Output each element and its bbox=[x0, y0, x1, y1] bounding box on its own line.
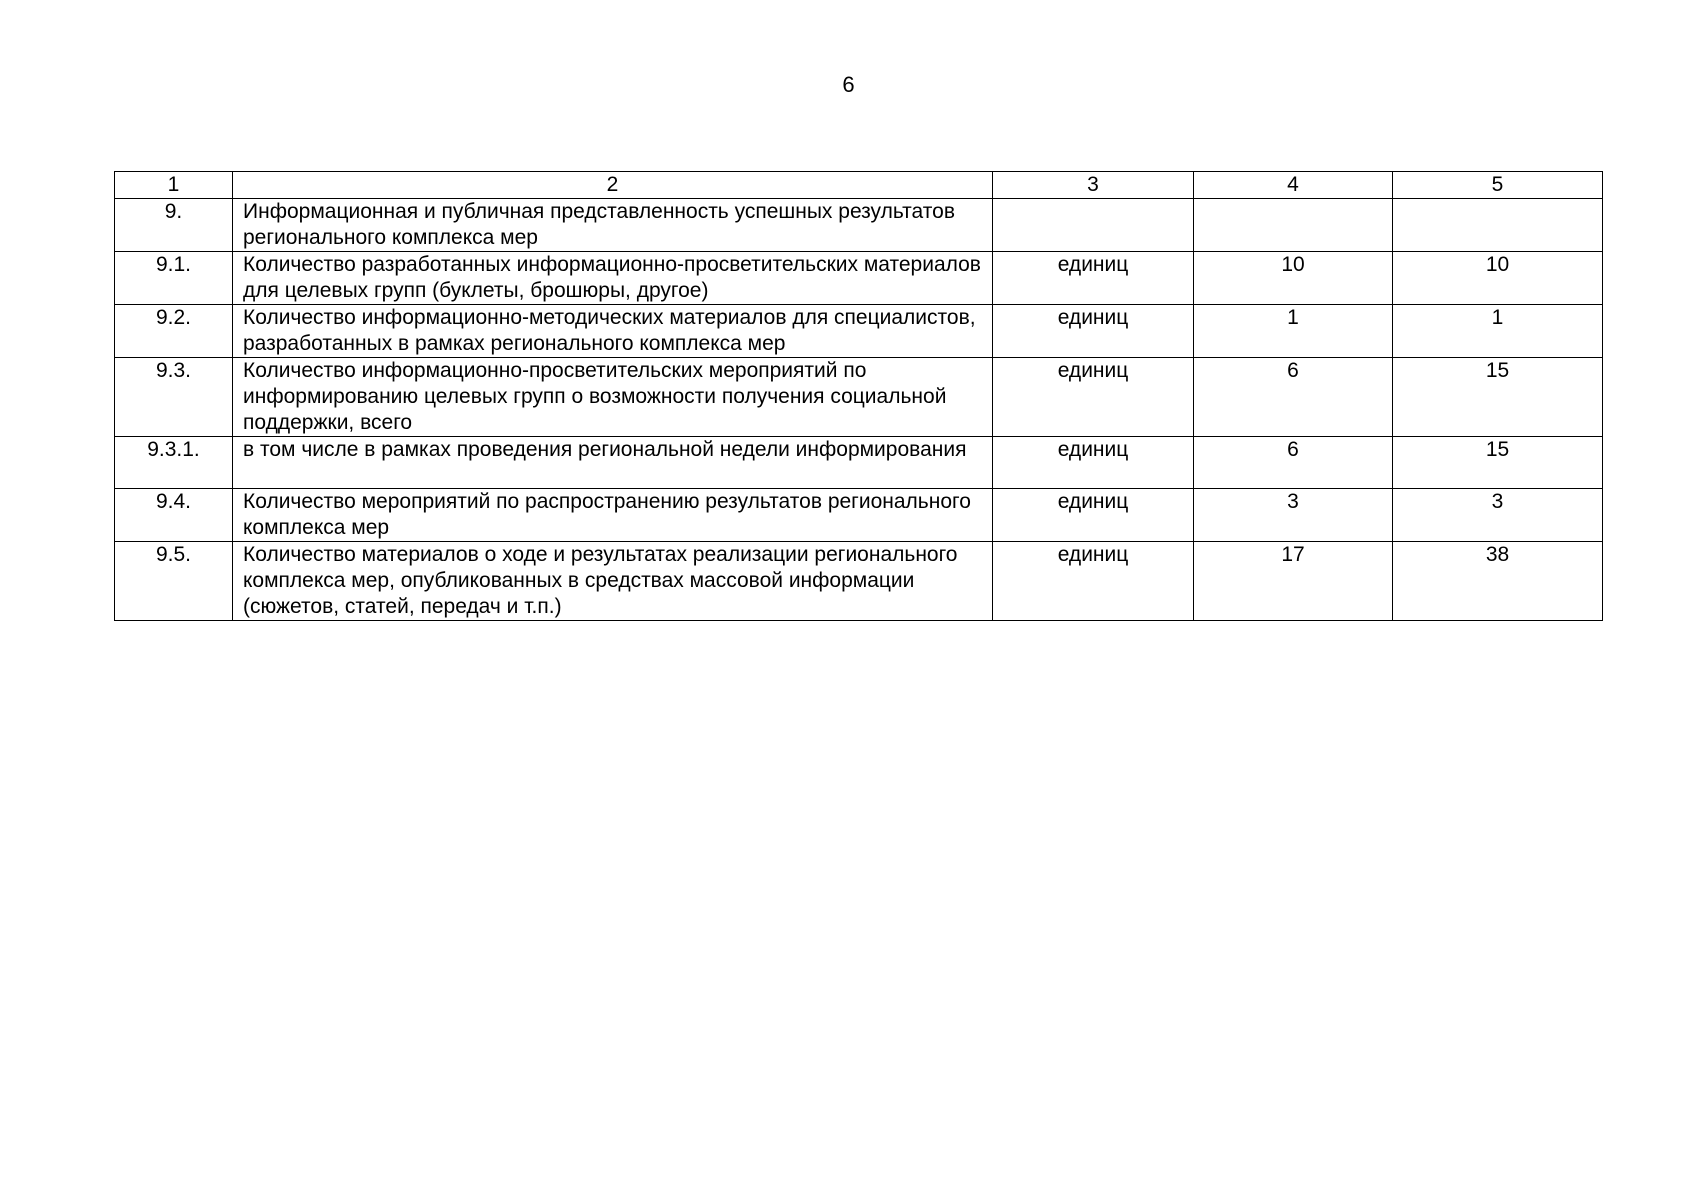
unit-cell: единиц bbox=[993, 305, 1194, 358]
table-row bbox=[115, 358, 1603, 437]
value-col-4: 3 bbox=[1194, 489, 1393, 542]
indicator-name: Количество разработанных информационно-просветительских материалов для целевых групп (буклеты, брошюры, другое) bbox=[233, 252, 993, 305]
unit-cell: единиц bbox=[993, 437, 1194, 489]
table-row bbox=[115, 199, 1603, 252]
value-col-5: 38 bbox=[1393, 542, 1603, 621]
row-number: 9.5. bbox=[115, 542, 233, 621]
table-row bbox=[115, 252, 1603, 305]
row-number: 9. bbox=[115, 199, 233, 252]
indicator-name: Информационная и публичная представленность успешных результатов регионального комплекса мер bbox=[233, 199, 993, 252]
value-col-4 bbox=[1194, 199, 1393, 252]
unit-cell bbox=[993, 199, 1194, 252]
table-row bbox=[115, 437, 1603, 489]
column-header-5: 5 bbox=[1393, 172, 1603, 199]
unit-cell: единиц bbox=[993, 252, 1194, 305]
table-row bbox=[115, 305, 1603, 358]
column-header-4: 4 bbox=[1194, 172, 1393, 199]
row-number: 9.1. bbox=[115, 252, 233, 305]
value-col-4: 10 bbox=[1194, 252, 1393, 305]
value-col-5: 3 bbox=[1393, 489, 1603, 542]
header-row bbox=[115, 172, 1603, 199]
value-col-4: 1 bbox=[1194, 305, 1393, 358]
indicator-name: Количество информационно-методических материалов для специалистов, разработанных в рамках регионального комплекса мер bbox=[233, 305, 993, 358]
row-number: 9.2. bbox=[115, 305, 233, 358]
value-col-4: 17 bbox=[1194, 542, 1393, 621]
row-number: 9.3.1. bbox=[115, 437, 233, 489]
indicator-name: Количество информационно-просветительских мероприятий по информированию целевых групп о возможности получения социальной поддержки, всего bbox=[233, 358, 993, 437]
table-row bbox=[115, 542, 1603, 621]
indicator-name: Количество материалов о ходе и результатах реализации регионального комплекса мер, опубликованных в средствах массовой информации (сюжетов, статей, передач и т.п.) bbox=[233, 542, 993, 621]
indicator-name: Количество мероприятий по распространению результатов регионального комплекса мер bbox=[233, 489, 993, 542]
column-header-3: 3 bbox=[993, 172, 1194, 199]
value-col-4: 6 bbox=[1194, 358, 1393, 437]
row-number: 9.4. bbox=[115, 489, 233, 542]
value-col-5 bbox=[1393, 199, 1603, 252]
column-header-2: 2 bbox=[233, 172, 993, 199]
table-row bbox=[115, 489, 1603, 542]
table-body bbox=[115, 199, 1603, 621]
column-header-1: 1 bbox=[115, 172, 233, 199]
value-col-5: 15 bbox=[1393, 437, 1603, 489]
value-col-5: 15 bbox=[1393, 358, 1603, 437]
indicators-table bbox=[114, 171, 1603, 621]
unit-cell: единиц bbox=[993, 542, 1194, 621]
unit-cell: единиц bbox=[993, 489, 1194, 542]
indicator-name: в том числе в рамках проведения региональной недели информирования bbox=[233, 437, 993, 489]
table-header bbox=[115, 172, 1603, 199]
value-col-5: 1 bbox=[1393, 305, 1603, 358]
row-number: 9.3. bbox=[115, 358, 233, 437]
unit-cell: единиц bbox=[993, 358, 1194, 437]
page-number: 6 bbox=[842, 72, 855, 97]
value-col-4: 6 bbox=[1194, 437, 1393, 489]
value-col-5: 10 bbox=[1393, 252, 1603, 305]
